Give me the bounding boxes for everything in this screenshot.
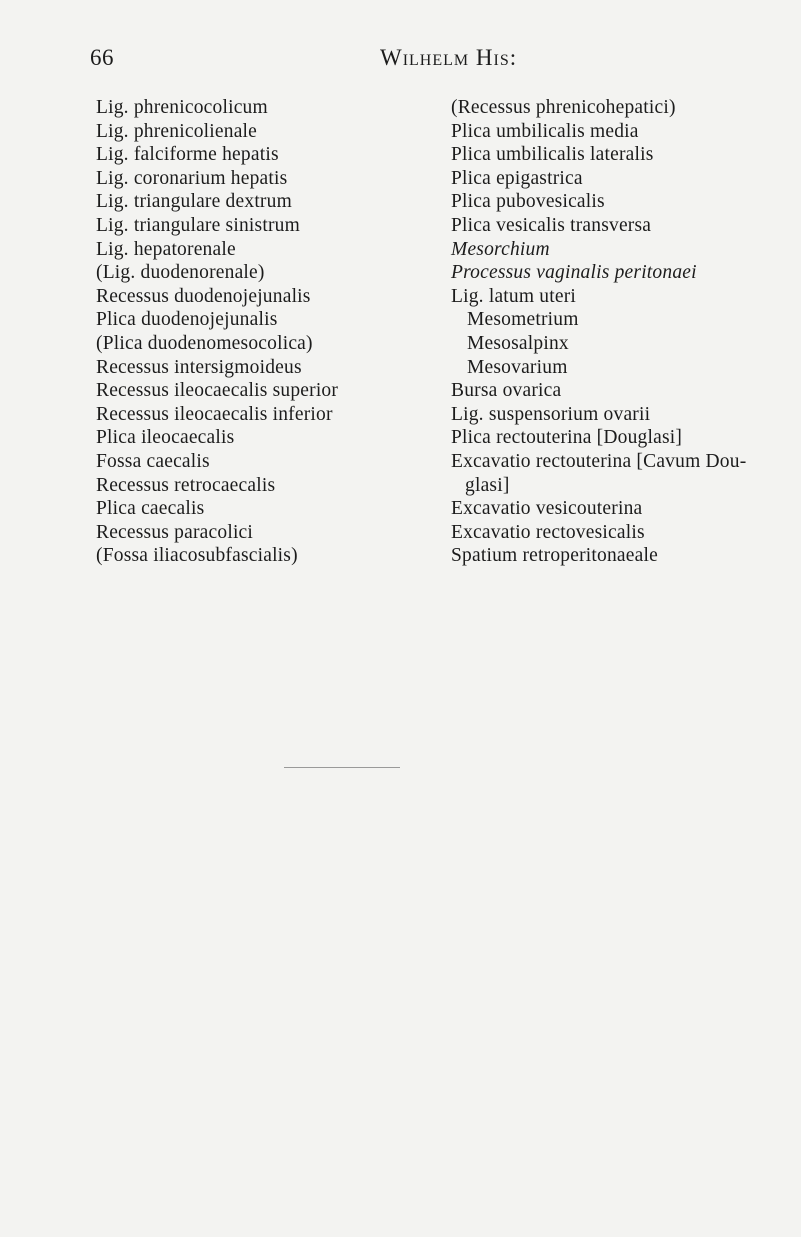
list-item: Plica duodenojejunalis — [96, 309, 278, 331]
list-item: Lig. falciforme hepatis — [96, 144, 279, 166]
list-item: Plica epigastrica — [451, 167, 583, 189]
list-item: Lig. triangulare dextrum — [96, 191, 292, 213]
list-item: Plica pubovesicalis — [451, 191, 605, 213]
list-item: Recessus ileocaecalis inferior — [96, 403, 333, 425]
list-item: Recessus retrocaecalis — [96, 474, 276, 496]
list-item: Lig. latum uteri — [451, 285, 577, 307]
list-item: Lig. triangulare sinistrum — [96, 214, 300, 236]
running-head: Wilhelm His: — [380, 45, 518, 70]
page-number: 66 — [90, 45, 114, 70]
list-item: Bursa ovarica — [451, 380, 562, 402]
list-item: Plica vesicalis transversa — [451, 214, 652, 236]
list-item: Recessus ileocaecalis superior — [96, 380, 339, 402]
list-item: Lig. phrenicocolicum — [96, 97, 268, 118]
list-item: Lig. hepatorenale — [96, 238, 236, 260]
list-item: Plica rectouterina [Douglasi] — [451, 427, 683, 449]
right-term-list — [451, 96, 796, 568]
list-item-italic: Mesorchium — [451, 238, 550, 260]
list-item: (Fossa iliacosubfascialis) — [96, 545, 298, 567]
list-item: Plica caecalis — [96, 498, 205, 520]
list-item-sub: Mesosalpinx — [467, 332, 569, 354]
list-item: Lig. phrenicolienale — [96, 120, 258, 142]
list-item: (Recessus phrenicohepatici) — [451, 97, 676, 118]
list-item: Excavatio rectouterina [Cavum Dou- — [451, 450, 747, 472]
list-item-continuation: glasi] — [465, 474, 510, 496]
list-item: Excavatio vesicouterina — [451, 498, 643, 520]
list-item: (Lig. duodenorenale) — [96, 262, 265, 284]
list-item: Plica umbilicalis media — [451, 120, 639, 142]
list-item: Spatium retroperitonaeale — [451, 545, 658, 567]
list-item: Recessus paracolici — [96, 521, 254, 543]
left-term-list — [96, 96, 426, 568]
list-item: Fossa caecalis — [96, 450, 210, 472]
list-item: Lig. coronarium hepatis — [96, 167, 288, 189]
list-item: Lig. suspensorium ovarii — [451, 403, 651, 425]
list-item-sub: Mesometrium — [467, 309, 579, 331]
list-item-italic: Processus vaginalis peritonaei — [451, 262, 697, 284]
list-item: Plica ileocaecalis — [96, 427, 235, 449]
list-item: Excavatio rectovesicalis — [451, 521, 645, 543]
list-item: Recessus intersigmoideus — [96, 356, 302, 378]
list-item: (Plica duodenomesocolica) — [96, 332, 313, 354]
list-item-sub: Mesovarium — [467, 356, 568, 378]
divider-rule — [284, 767, 400, 768]
list-item: Recessus duodenojejunalis — [96, 285, 311, 307]
list-item: Plica umbilicalis lateralis — [451, 144, 654, 166]
